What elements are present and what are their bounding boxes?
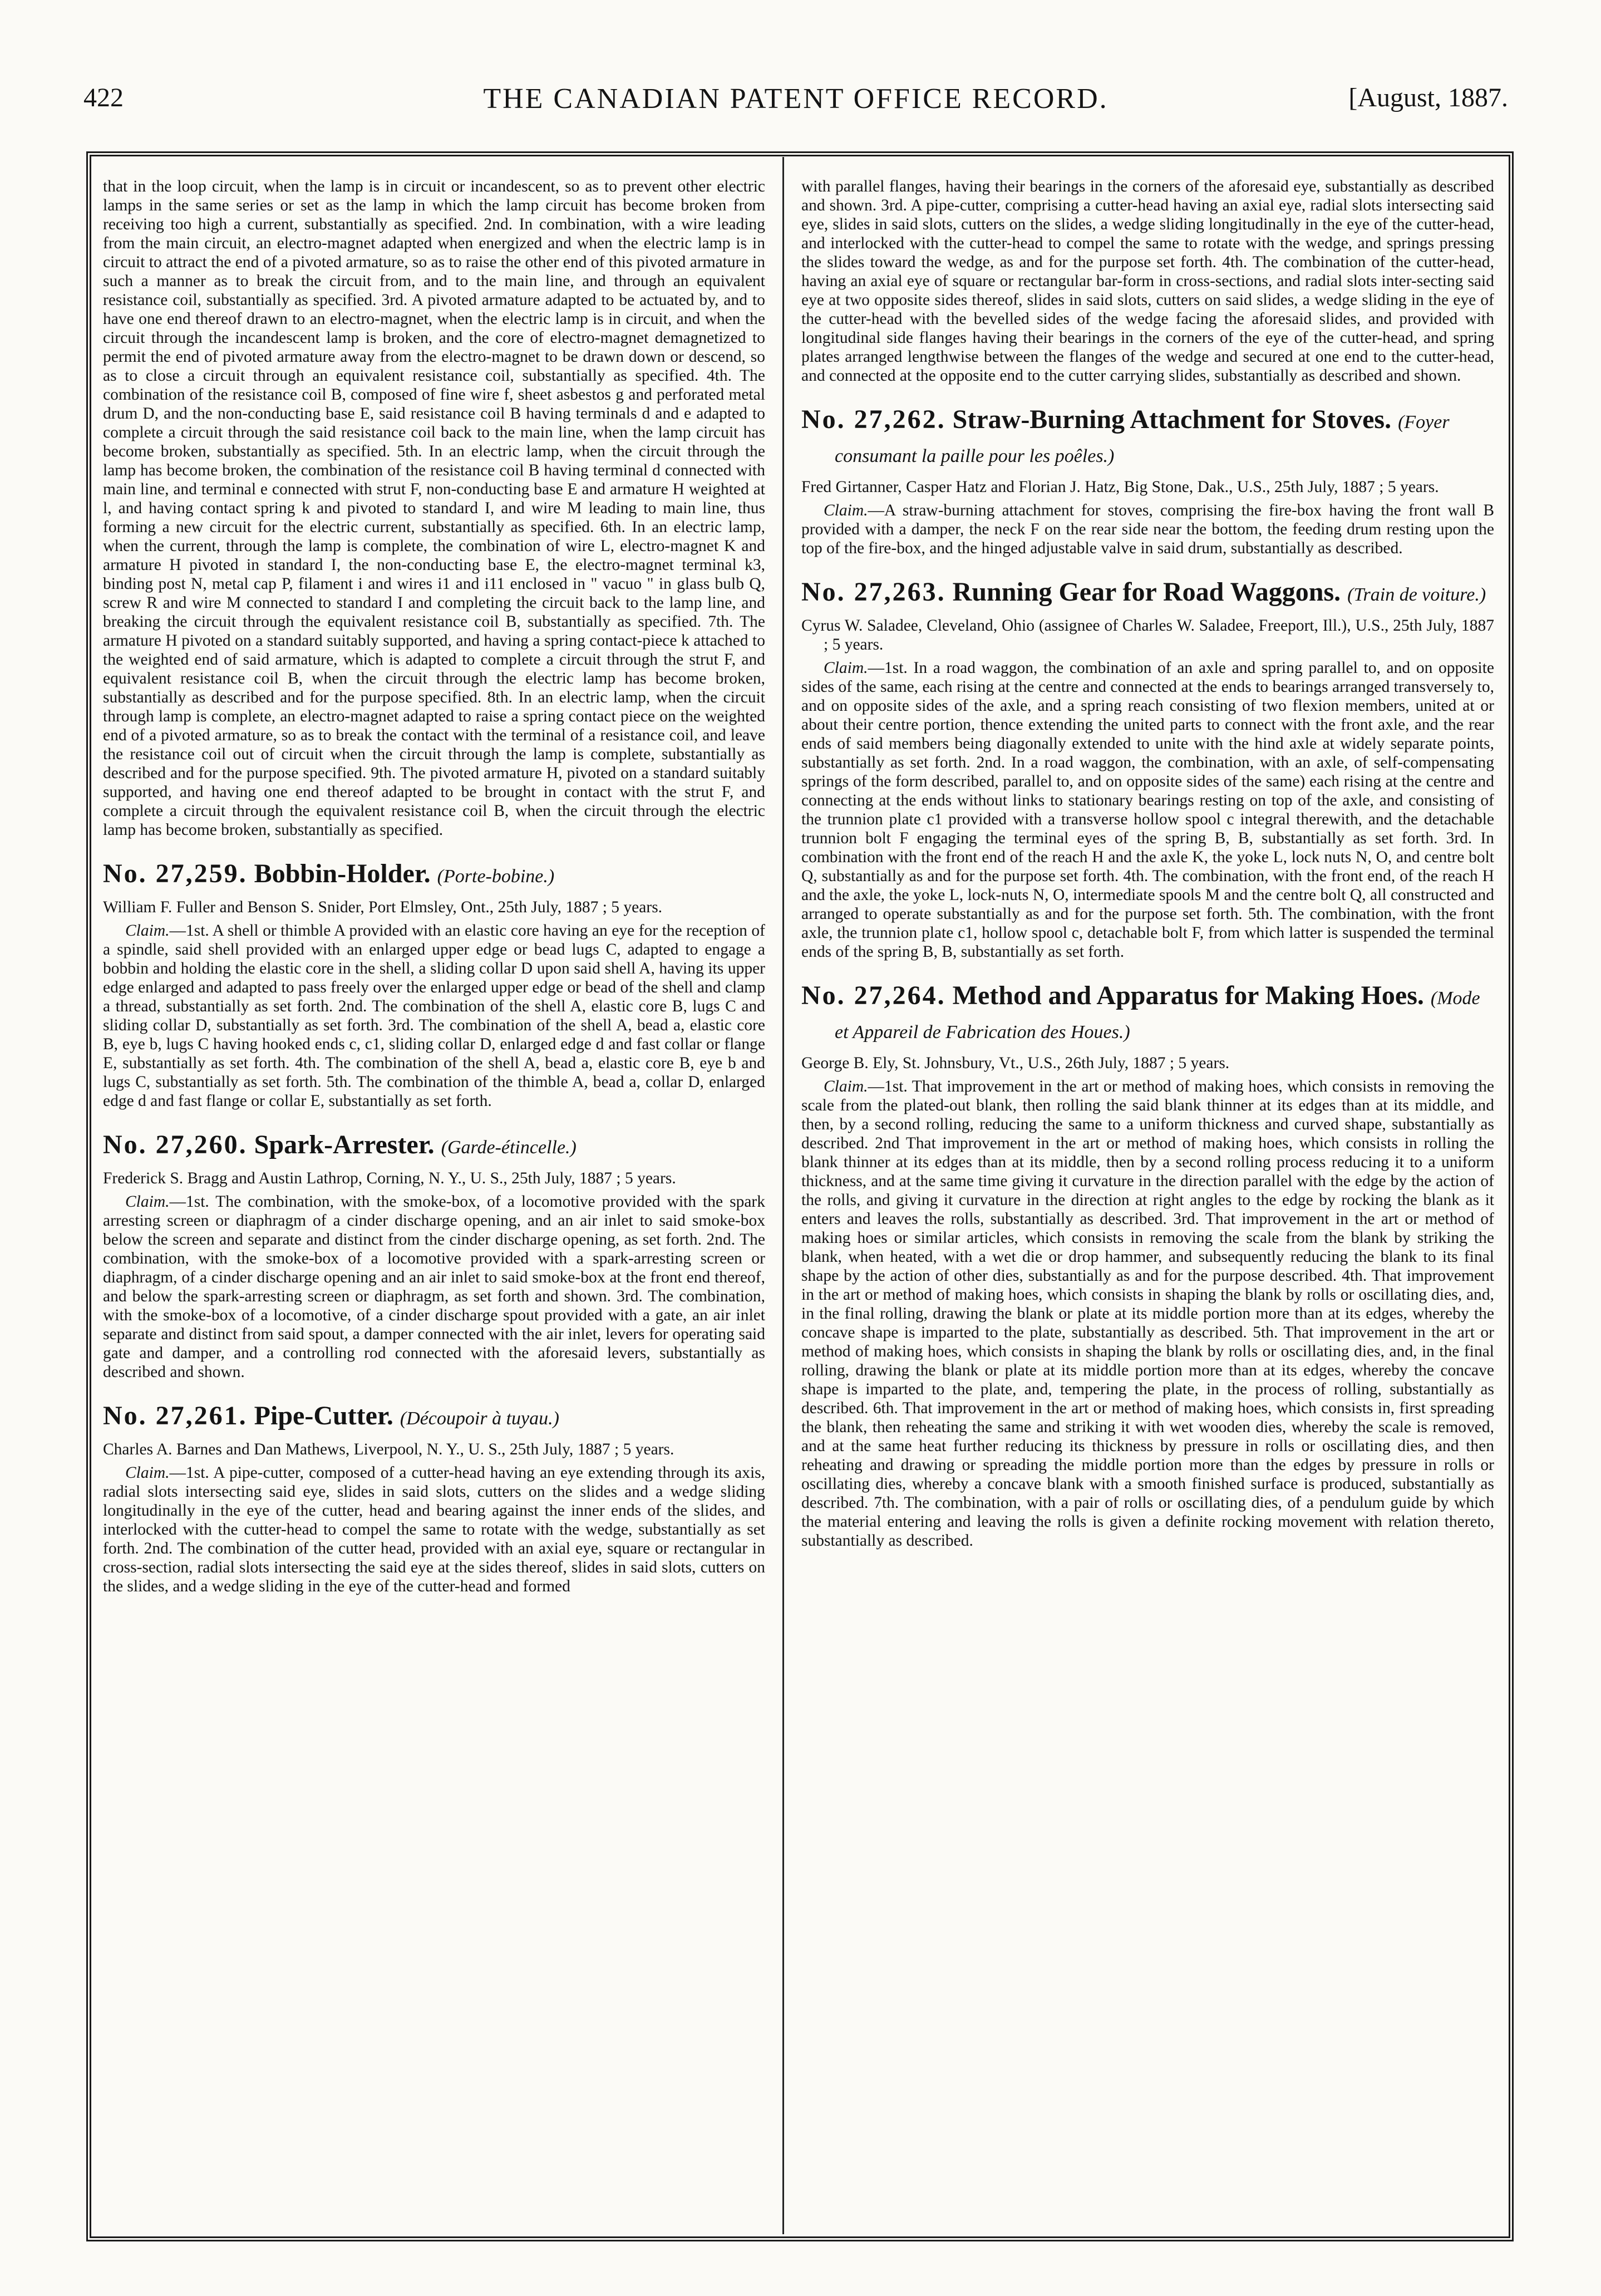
patent-grantee: George B. Ely, St. Johnsbury, Vt., U.S., 26th July, 1887 ; 5 years. [801, 1054, 1230, 1072]
patent-grantee: Frederick S. Bragg and Austin Lathrop, Corning, N. Y., U. S., 25th July, 1887 ; 5 years. [103, 1169, 676, 1187]
patent-number: No. 27,262. [801, 405, 946, 434]
patent-number: No. 27,264. [801, 981, 946, 1010]
continued-claim-text: that in the loop circuit, when the lamp is in circuit or incandescent, so as to prevent other electric lamps in the same series or set as the lamp in which the lamp circuit has become broken from receiving too high a current, substantially as specified. 2nd. In combination, with a wire leading from the main circuit, an electro-magnet adapted when energized and when the electric lamp is in circuit to attract the end of a pivoted armature, so as to raise the other end of this pivoted armature in such a manner as to break the circuit from, and to the main line, and through an equivalent resistance coil, substantially as specified. 3rd. A pivoted armature adapted to be actuated by, and to have one end thereof drawn to an electro-magnet, when the electric lamp is in circuit, and when the circuit through the incandescent lamp is broken, and the core of electro-magnet demagnetized to permit the end of pivoted armature away from the electro-magnet to be drawn down or descend, so as to close a circuit through an equivalent resistance coil, substantially as specified. 4th. The combination of the resistance coil B, composed of fine wire f, sheet asbestos g and perforated metal drum D, and the non-conducting base E, said resistance coil B having terminals d and e adapted to complete a circuit through the said resistance coil back to the main line, when the lamp circuit has become broken, substantially as specified. 5th. In an electric lamp, when the circuit through the lamp has become broken, the combination of the resistance coil B having terminal d connected with main line, and terminal e connected with strut F, non-conducting base E and armature H weighted at l, and having contact spring k and pivoted to standard I, and wire M leading to main line, thus forming a new circuit for the electric current, substantially as specified. 6th. In an electric lamp, when the current, through the lamp is complete, the combination of wire L, electro-magnet K and armature H pivoted in standard I, the non-conducting base E, the electro-magnet terminal k3, binding post N, metal cap P, filament i and wires i1 and i11 enclosed in " vacuo " in glass bulb Q, screw R and wire M connected to standard I and completing the circuit back to the lamp line, and breaking the circuit through the equivalent resistance coil B, substantially as specified. 7th. The armature H pivoted on a standard suitably supported, and having a spring contact-piece k attached to the weighted end of said armature, which is adapted to complete a circuit through the strut F, and equivalent resistance coil B, when the circuit through the electric lamp has become broken, substantially as described and for the purpose specified. 8th. In an electric lamp, when the circuit through lamp is complete, an electro-magnet adapted to raise a spring contact piece on the weighted end of a pivoted armature, so as to break the contact with the terminal of a resistance coil, and leave the resistance coil out of circuit when the circuit through the lamp is complete, substantially as described and for the purpose specified. 9th. The pivoted armature H, pivoted on a standard suitably supported, and having one end thereof adapted to be brought in contact with the strut F, and complete a circuit through the equivalent resistance coil B, when the circuit through the electric lamp has become broken, substantially as specified. [103, 178, 765, 839]
patent-number: No. 27,261. [103, 1401, 248, 1430]
patent-french-title: (Train de voiture.) [1347, 584, 1486, 605]
claim-label: Claim. [824, 1078, 868, 1095]
issue-date: [August, 1887. [1348, 83, 1508, 112]
patent-claim [801, 658, 1494, 961]
page-number: 422 [83, 83, 124, 112]
publication-title: THE CANADIAN PATENT OFFICE RECORD. [483, 83, 1109, 115]
patent-french-title: (Découpoir à tuyau.) [400, 1408, 559, 1429]
patent-claim [801, 1077, 1494, 1550]
claim-text: —1st. The combination, with the smoke-box, of a locomotive provided with the spark arresting screen or diaphragm of a cinder discharge opening, and an air inlet to said smoke-box below the screen and separate and distinct from the cinder discharge opening, as set forth. 2nd. The combination, with the smoke-box of a locomotive provided with a spark-arresting screen or diaphragm, of a cinder discharge opening and an air inlet to said smoke-box at the front end thereof, and below the spark-arresting screen or diaphragm, as set forth and shown. 3rd. The combination, with the smoke-box of a locomotive, of a cinder discharge spout provided with a gate, an air inlet separate and distinct from said spout, a damper connected with the air inlet, levers for operating said gate and damper, and a controlling rod connected with the aforesaid levers, substantially as described and shown. [103, 1193, 765, 1381]
column-divider [782, 157, 784, 2234]
claim-label: Claim. [125, 1193, 170, 1211]
patent-number: No. 27,259. [103, 859, 248, 888]
patent-title: Spark-Arrester. [254, 1130, 435, 1159]
patent-title: Bobbin-Holder. [254, 859, 431, 888]
patent-heading [801, 980, 1494, 1048]
claim-label: Claim. [824, 502, 868, 519]
patent-grantee: William F. Fuller and Benson S. Snider, Port Elmsley, Ont., 25th July, 1887 ; 5 years. [103, 898, 663, 916]
claim-text: —1st. In a road waggon, the combination of an axle and spring parallel to, and on opposite sides of the same, each rising at the centre and connected at the ends to bearings arranged transversely to, and on opposite sides of the axle, and a spring reach consisting of two flexion members, united at or about their centre portion, thence extending the united parts to connect with the front axle, and the rear ends of said members being diagonally extended to unite with the hind axle at widely separate points, substantially as set forth. 2nd. In a road waggon, the combination, with an axle, of self-compensating springs of the form described, parallel to, and on opposite sides of the same) each rising at the centre and connecting at the ends without links to stationary bearings resting on top of the axle, and consisting of the trunnion plate c1 provided with a transverse hollow spool c integral therewith, and the detachable trunnion bolt F engaging the terminal eyes of the spring B, B, substantially as set forth. 3rd. In combination with the front end of the reach H and the axle K, the yoke L, lock nuts N, O, and centre bolt Q, substantially as and for the purpose set forth. 4th. The combination, with the front end, of the reach H and the axle, the yoke L, lock-nuts N, O, intermediate spools M and the centre bolt Q, all constructed and arranged to operate substantially as and for the purpose set forth. 5th. The combination, with the front axle, the trunnion plate c1, hollow spool c, detachable bolt F, from which latter is suspended the terminal ends of the spring B, B, substantially as set forth. [801, 659, 1494, 961]
patent-grantee: Fred Girtanner, Casper Hatz and Florian J. Hatz, Big Stone, Dak., U.S., 25th July, 1887 ; 5 years. [801, 478, 1439, 496]
patent-heading [801, 577, 1494, 611]
right-column [801, 177, 1494, 2231]
patent-french-title: (Foyer consumant la paille pour les poêles.) [835, 412, 1450, 466]
patent-title: Method and Apparatus for Making Hoes. [952, 981, 1424, 1010]
patent-title: Pipe-Cutter. [254, 1401, 393, 1430]
claim-text: —A straw-burning attachment for stoves, comprising the fire-box having the front wall B provided with a damper, the neck F on the rear side near the bottom, the feeding drum resting upon the top of the fire-box, and the hinged adjustable valve in said drum, substantially as described. [801, 502, 1494, 557]
claim-label: Claim. [125, 922, 170, 940]
claim-label: Claim. [125, 1464, 170, 1482]
left-column [103, 177, 765, 2231]
claim-text-part-2: with parallel flanges, having their bearings in the corners of the aforesaid eye, substantially as described and shown. 3rd. A pipe-cutter, comprising a cutter-head having an axial eye, radial slots intersecting said eye, slides in said slots, cutters on the slides, a wedge sliding longitudinally in the eye of the cutter-head, and interlocked with the cutter-head to compel the same to rotate with the wedge, and springs pressing the slides toward the wedge, as and for the purpose set forth. 4th. The combination of the cutter-head, having an axial eye of square or rectangular bar-form in cross-sections, and radial slots inter-secting said eye at two opposite sides thereof, slides in said slots, cutters on said slides, a wedge sliding in the eye of the cutter-head with the bevelled sides of the wedge facing the aforesaid slides, and provided with longitudinal side flanges having their bearings in the corners of the eye of the cutter-head, and spring plates arranged lengthwise between the flanges of the wedge and secured at one end to the cutter-head, and connected at the opposite end to the cutter carrying slides, substantially as described and shown. [801, 178, 1494, 385]
patent-french-title: (Porte-bobine.) [437, 866, 555, 887]
patent-number: No. 27,260. [103, 1130, 248, 1159]
patent-heading [103, 858, 765, 892]
patent-heading [103, 1129, 765, 1163]
claim-text: —1st. A shell or thimble A provided with an elastic core having an eye for the reception of a spindle, said shell provided with an enlarged upper edge or bead lugs C, adapted to engage a bobbin and holding the elastic core in the shell, a sliding collar D upon said shell A, having its upper edge enlarged and adapted to pass freely over the enlarged upper edge or bead of the shell and clamp a thread, substantially as set forth. 2nd. The combination of the shell A, elastic core B, lugs C and sliding collar D, substantially as set forth. 3rd. The combination of the shell A, bead a, elastic core B, eye b, lugs C having hooked ends c, c1, sliding collar D, enlarged edge d and fast collar or flange E, substantially as set forth. 4th. The combination of the shell A, bead a, elastic core B, eye b and lugs C, substantially as set forth. 5th. The combination of the thimble A, bead a, collar D, enlarged edge d and fast flange or collar E, substantially as set forth. [103, 922, 765, 1110]
patent-french-title: (Mode et Appareil de Fabrication des Houes.) [835, 988, 1480, 1043]
patent-claim [103, 1463, 765, 1596]
claim-text-part-1: —1st. A pipe-cutter, composed of a cutter-head having an eye extending through its axis, radial slots intersecting said eye, slides in said slots, cutters on the slides and a wedge sliding longitudinally in the eye of the cutter, head and bearing against the inner ends of the slides, and interlocked with the cutter-head to compel the same to rotate with the wedge, substantially as set forth. 2nd. The combination of the cutter head, provided with an axial eye, square or rectangular in cross-section, radial slots intersecting the said eye at the sides thereof, slides in said slots, cutters on the slides, and a wedge sliding in the eye of the cutter-head and formed [103, 1464, 765, 1595]
claim-label: Claim. [824, 659, 868, 677]
patent-heading [801, 404, 1494, 472]
patent-claim [103, 1192, 765, 1381]
page-header [83, 82, 1508, 132]
patent-french-title: (Garde-étincelle.) [441, 1137, 577, 1158]
patent-grantee: Cyrus W. Saladee, Cleveland, Ohio (assignee of Charles W. Saladee, Freeport, Ill.), U.S., 25th July, 1887 ; 5 years. [801, 617, 1494, 653]
patent-number: No. 27,263. [801, 577, 946, 607]
patent-title: Running Gear for Road Waggons. [952, 577, 1341, 607]
patent-claim [801, 501, 1494, 558]
patent-title: Straw-Burning Attachment for Stoves. [952, 405, 1392, 434]
patent-heading [103, 1400, 765, 1434]
patent-grantee: Charles A. Barnes and Dan Mathews, Liverpool, N. Y., U. S., 25th July, 1887 ; 5 years. [103, 1440, 674, 1458]
patent-claim [103, 921, 765, 1110]
claim-text: —1st. That improvement in the art or method of making hoes, which consists in removing the scale from the plated-out blank, then rolling the said blank thinner at its edges than at its middle, and then, by a second rolling, reducing the same to a uniform thickness and curved shape, substantially as described. 2nd That improvement in the art or method of making hoes, which consists in rolling the blank thinner at its edges than at its middle, then by a second rolling process reducing it to a uniform thickness, and at the same time giving it curvature in the direction parallel with the edge by the action of the rolls, and giving it curvature in the direction at right angles to the edge by rocking the blank as it enters and leaves the rolls, substantially as described. 3rd. That improvement in the art or method of making hoes or similar articles, which consists in removing the scale from the blank by striking the blank, when heated, with a wet die or drop hammer, and subsequently reducing the blank to its final shape by the action of other dies, substantially as and for the purpose described. 4th. That improvement in the art or method of making hoes, which consists in shaping the blank by rolls or oscillating dies, and, in the final rolling, drawing the blank or plate at its middle portion more than at its edges, whereby the concave shape is imparted to the plate, substantially as described. 5th. That improvement in the art or method of making hoes, which consists in shaping the blank by rolls or oscillating dies, and, in the final rolling, drawing the blank or plate at its middle portion more than at its edges, whereby the concave shape is imparted to the plate, and, tempering the plate, in the process of rolling, substantially as described. 6th. That improvement in the art or method of making hoes, which consists in, first spreading the blank, then reheating the same and striking it with wet wooden dies, whereby the scale is removed, and at the same heat further reducing its thickness by pressure in rolls or oscillating dies, and then reheating and drawing or spreading the middle portion more than the edges by pressure in rolls or oscillating dies, whereby a concave blank with a smooth finished surface is produced, substantially as described. 7th. The combination, with a pair of rolls or oscillating dies, of a pendulum guide by which the material entering and leaving the rolls is given a definite rocking movement with relation thereto, substantially as described. [801, 1078, 1494, 1550]
